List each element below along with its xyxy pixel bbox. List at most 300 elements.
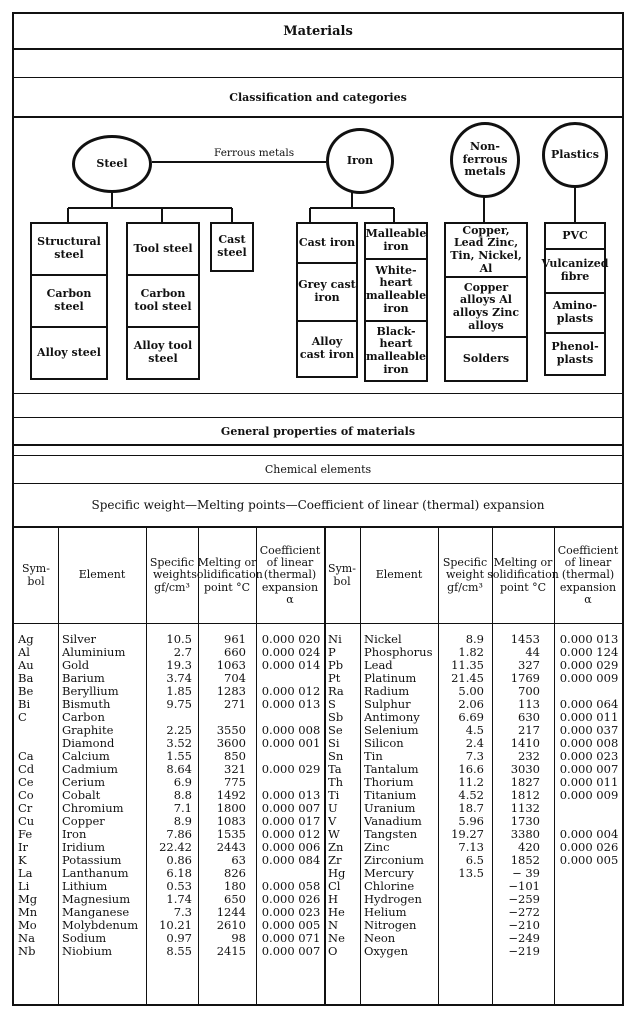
left-element-cell: Barium <box>62 672 105 685</box>
right-coefficient-cell: 0.000 008 <box>559 737 619 750</box>
left-melting-cell: 1283 <box>216 685 246 698</box>
nonferrous-circle: Non-ferrous metals <box>450 122 520 198</box>
right-coefficient-cell <box>556 802 622 815</box>
nonferrous-alloys: Copper alloys Al alloys Zinc alloys <box>446 278 526 338</box>
right-melting-cell: 1410 <box>510 737 540 750</box>
left-symbol-cell: Na <box>18 932 35 945</box>
left-symbol-cell: Co <box>18 789 34 802</box>
carbon-steel: Carbon steel <box>32 276 106 328</box>
right-coefficient-cell <box>556 932 622 945</box>
left-coefficient-cell: 0.000 084 <box>261 854 321 867</box>
left-weight-cell: 1.55 <box>166 750 192 763</box>
right-melting-cell: 1730 <box>510 815 540 828</box>
right-element-cell: Uranium <box>364 802 416 815</box>
left-weight-cell: 3.74 <box>166 672 192 685</box>
left-symbol-cell: La <box>18 867 33 880</box>
chemical-elements-title: Chemical elements <box>14 456 622 484</box>
pvc: PVC <box>546 224 604 250</box>
header-symbol: Sym-bol <box>22 562 50 588</box>
left-weight-cell: 0.86 <box>166 854 192 867</box>
phenolplasts: Phenol-plasts <box>551 340 599 366</box>
left-melting-cell: 2443 <box>216 841 246 854</box>
left-weight-cell: 22.42 <box>159 841 192 854</box>
right-element-cell: Radium <box>364 685 410 698</box>
left-melting-cell <box>200 711 246 724</box>
page-title: Materials <box>14 14 622 50</box>
materials-page <box>12 12 624 1006</box>
left-melting-cell: 1083 <box>216 815 246 828</box>
ferrous-metals-label: Ferrous metals <box>214 147 295 159</box>
right-weight-cell: 4.5 <box>465 724 484 737</box>
elements-table <box>14 528 622 1004</box>
left-melting-cell: 704 <box>224 672 246 685</box>
left-weight-cell: 8.9 <box>173 815 192 828</box>
left-coefficient-cell: 0.000 007 <box>261 802 321 815</box>
right-symbol-cell: Pb <box>328 659 344 672</box>
right-melting-cell: −101 <box>508 880 540 893</box>
left-weight-cell: 8.55 <box>166 945 192 958</box>
right-weight-cell: 4.52 <box>458 789 484 802</box>
left-element-cell: Graphite <box>62 724 114 737</box>
left-symbol-cell: Mg <box>18 893 38 906</box>
general-properties-title: General properties of materials <box>14 418 622 446</box>
header-element: Element <box>78 568 126 582</box>
right-weight-cell <box>440 945 484 958</box>
right-symbol-cell: P <box>328 646 336 659</box>
left-symbol-cell: Mn <box>18 906 38 919</box>
left-symbol-cell: Cd <box>18 763 35 776</box>
right-weight-cell <box>440 893 484 906</box>
right-coefficient-cell: 0.000 004 <box>559 828 619 841</box>
nonferrous-group <box>444 222 528 382</box>
left-symbol-cell: Au <box>18 659 34 672</box>
steel-group-structural <box>30 222 108 380</box>
right-symbol-cell: H <box>328 893 339 906</box>
right-coefficient-cell <box>556 893 622 906</box>
left-coefficient-cell: 0.000 013 <box>261 698 321 711</box>
left-coefficient-cell <box>258 867 324 880</box>
header-rule <box>14 623 622 624</box>
left-weight-cell: 6.9 <box>173 776 192 789</box>
left-element-cell: Silver <box>62 633 97 646</box>
right-symbol-cell: Sb <box>328 711 344 724</box>
left-symbol-cell: Ca <box>18 750 34 763</box>
right-melting-cell: −259 <box>508 893 540 906</box>
right-weight-cell: 11.2 <box>458 776 484 789</box>
right-symbol-cell: W <box>328 828 340 841</box>
left-symbol-cell: Ce <box>18 776 34 789</box>
right-weight-cell: 13.5 <box>458 867 484 880</box>
left-symbol-cell <box>18 724 56 737</box>
left-coefficient-cell: 0.000 007 <box>261 945 321 958</box>
left-melting-cell: 650 <box>224 893 246 906</box>
left-symbol-cell: Bi <box>18 698 31 711</box>
header-coefficient: Coefficient of linear (thermal) expansion α <box>259 544 321 606</box>
right-symbol-cell: Th <box>328 776 344 789</box>
left-element-cell: Beryllium <box>62 685 119 698</box>
left-melting-cell: 2610 <box>216 919 246 932</box>
alloy-cast-iron: Alloy cast iron <box>299 335 355 361</box>
plastics-group <box>541 222 609 376</box>
right-element-cell: Phosphorus <box>364 646 433 659</box>
left-coefficient-cell: 0.000 017 <box>261 815 321 828</box>
right-element-cell: Mercury <box>364 867 414 880</box>
right-element-cell: Nitrogen <box>364 919 417 932</box>
right-symbol-cell: O <box>328 945 338 958</box>
left-melting-cell: 1063 <box>216 659 246 672</box>
white-heart-iron: White-heart malleable iron <box>366 260 426 322</box>
malleable-iron: Malleable iron <box>366 224 426 260</box>
right-element-cell: Tantalum <box>364 763 419 776</box>
right-weight-cell <box>440 919 484 932</box>
left-element-cell: Manganese <box>62 906 130 919</box>
left-symbol-cell: Ir <box>18 841 29 854</box>
right-coefficient-cell: 0.000 037 <box>559 724 619 737</box>
black-heart-iron: Black-heart malleable iron <box>365 324 427 376</box>
left-weight-cell: 3.52 <box>166 737 192 750</box>
left-weight-cell: 19.3 <box>166 659 192 672</box>
right-coefficient-cell: 0.000 029 <box>559 659 619 672</box>
right-symbol-cell: Pt <box>328 672 341 685</box>
right-element-cell: Zirconium <box>364 854 424 867</box>
right-element-cell: Thorium <box>364 776 414 789</box>
left-element-cell: Potassium <box>62 854 122 867</box>
structural-steel: Structural steel <box>32 224 106 276</box>
steel-group-cast <box>210 222 254 272</box>
header-weight: Specific weight gf/cm³ <box>442 556 488 594</box>
left-weights <box>148 633 192 958</box>
left-melting-cell: 775 <box>224 776 246 789</box>
left-melting-cell: 826 <box>224 867 246 880</box>
left-weight-cell: 1.85 <box>166 685 192 698</box>
alloy-tool-steel: Alloy tool steel <box>133 339 193 365</box>
right-coefficient-cell <box>556 685 622 698</box>
right-coefficient-cell <box>556 867 622 880</box>
left-coefficient-cell: 0.000 013 <box>261 789 321 802</box>
left-weight-cell: 7.86 <box>166 828 192 841</box>
left-melting-cell: 2415 <box>216 945 246 958</box>
right-element-cell: Nickel <box>364 633 402 646</box>
right-melting-cell: 3030 <box>510 763 540 776</box>
left-weight-cell: 2.7 <box>173 646 192 659</box>
right-element-cell: Tangsten <box>364 828 418 841</box>
right-symbol-cell: Hg <box>328 867 346 880</box>
left-melting-cell: 1492 <box>216 789 246 802</box>
right-coefficient-cell: 0.000 064 <box>559 698 619 711</box>
right-coefficient-cell <box>556 906 622 919</box>
right-symbol-cell: Ni <box>328 633 342 646</box>
left-element-cell: Gold <box>62 659 90 672</box>
right-melting-cell: 1827 <box>510 776 540 789</box>
left-melting-cell: 1535 <box>216 828 246 841</box>
right-coefficient-cell <box>556 815 622 828</box>
right-weight-cell <box>440 880 484 893</box>
right-coefficient-cell: 0.000 013 <box>559 633 619 646</box>
right-melting-cell: 3380 <box>510 828 540 841</box>
right-element-cell: Neon <box>364 932 396 945</box>
left-melting-cell: 850 <box>224 750 246 763</box>
left-element-cell: Lithium <box>62 880 108 893</box>
right-melting-cell: 113 <box>518 698 540 711</box>
left-melting-cell: 1800 <box>216 802 246 815</box>
right-weight-cell: 11.35 <box>451 659 484 672</box>
right-weight-cell: 5.96 <box>458 815 484 828</box>
left-element-cell: Aluminium <box>62 646 126 659</box>
right-melting-cell: 1812 <box>510 789 540 802</box>
left-elements <box>62 633 146 958</box>
header-melting: Melting or solidification point °C <box>487 556 559 594</box>
left-coefficient-cell: 0.000 058 <box>261 880 321 893</box>
left-symbol-cell: Cu <box>18 815 35 828</box>
right-symbol-cell: Si <box>328 737 340 750</box>
right-element-cell: Vanadium <box>364 815 422 828</box>
iron-circle: Iron <box>326 128 394 194</box>
left-symbol-cell: C <box>18 711 27 724</box>
spacer-band <box>14 50 622 78</box>
right-melting-cell: −249 <box>508 932 540 945</box>
left-symbol-cell: Ag <box>18 633 34 646</box>
right-coefficient-cell: 0.000 023 <box>559 750 619 763</box>
left-coefficient-cell: 0.000 012 <box>261 685 321 698</box>
right-element-cell: Titanium <box>364 789 417 802</box>
right-symbol-cell: S <box>328 698 336 711</box>
right-melting-cell: 1453 <box>510 633 540 646</box>
right-melting-cell: 1132 <box>510 802 540 815</box>
right-weight-cell <box>440 906 484 919</box>
right-symbol-cell: Sn <box>328 750 344 763</box>
header-coefficient: Coefficient of linear (thermal) expansion α <box>557 544 619 606</box>
header-symbol: Sym-bol <box>328 562 356 588</box>
right-symbol-cell: Ti <box>328 789 340 802</box>
right-melting-cell: 700 <box>518 685 540 698</box>
right-coefficient-cell <box>556 919 622 932</box>
right-weights <box>440 633 484 958</box>
left-element-cell: Diamond <box>62 737 115 750</box>
alloy-steel: Alloy steel <box>37 345 101 359</box>
left-symbol-cell: Cr <box>18 802 33 815</box>
right-symbol-cell: He <box>328 906 345 919</box>
right-coefficient-cell: 0.000 007 <box>559 763 619 776</box>
left-melting-cell: 1244 <box>216 906 246 919</box>
right-symbol-cell: Ra <box>328 685 344 698</box>
left-coefficient-cell <box>258 672 324 685</box>
left-element-cell: Carbon <box>62 711 105 724</box>
left-element-cell: Lanthanum <box>62 867 129 880</box>
left-symbol-cell: Be <box>18 685 34 698</box>
right-symbol-cell: Zn <box>328 841 344 854</box>
right-coefficient-cell: 0.000 124 <box>559 646 619 659</box>
left-element-cell: Molybdenum <box>62 919 139 932</box>
left-coefficient-cell: 0.000 026 <box>261 893 321 906</box>
right-melting-cell: 420 <box>518 841 540 854</box>
right-coefficient-cell <box>556 880 622 893</box>
left-weight-cell: 7.3 <box>173 906 192 919</box>
left-symbol-cell: K <box>18 854 27 867</box>
right-melting <box>494 633 540 958</box>
left-symbol-cell <box>18 737 56 750</box>
right-coefficient-cell: 0.000 009 <box>559 672 619 685</box>
left-melting-cell: 63 <box>231 854 246 867</box>
left-weight-cell: 2.25 <box>166 724 192 737</box>
right-symbol-cell: Ta <box>328 763 342 776</box>
plastics-circle: Plastics <box>542 122 608 188</box>
steel-circle: Steel <box>72 135 152 193</box>
left-coefficient-cell: 0.000 008 <box>261 724 321 737</box>
left-melting-cell: 3550 <box>216 724 246 737</box>
right-melting-cell: − 39 <box>512 867 540 880</box>
right-melting-cell: 44 <box>525 646 540 659</box>
right-weight-cell: 6.5 <box>465 854 484 867</box>
header-melting: Melting or solidification point °C <box>191 556 263 594</box>
right-elements <box>364 633 438 958</box>
left-weight-cell: 10.21 <box>159 919 192 932</box>
left-element-cell: Magnesium <box>62 893 131 906</box>
right-melting-cell: −219 <box>508 945 540 958</box>
left-melting-cell: 321 <box>224 763 246 776</box>
left-weight-cell: 9.75 <box>166 698 192 711</box>
right-melting-cell: 1769 <box>510 672 540 685</box>
left-symbol-cell: Fe <box>18 828 33 841</box>
right-coefficient-cell: 0.000 026 <box>559 841 619 854</box>
right-symbol-cell: Se <box>328 724 343 737</box>
cast-iron: Cast iron <box>298 224 356 264</box>
left-coefficient-cell: 0.000 001 <box>261 737 321 750</box>
left-element-cell: Cadmium <box>62 763 118 776</box>
left-melting-cell: 98 <box>231 932 246 945</box>
left-element-cell: Chromium <box>62 802 124 815</box>
right-melting-cell: 327 <box>518 659 540 672</box>
left-coefficients <box>258 633 324 958</box>
left-symbol-cell: Al <box>18 646 30 659</box>
left-weight-cell: 0.97 <box>166 932 192 945</box>
iron-group-cast <box>296 222 358 378</box>
left-coefficient-cell: 0.000 029 <box>261 763 321 776</box>
left-melting <box>200 633 246 958</box>
left-element-cell: Calcium <box>62 750 110 763</box>
right-weight-cell: 2.4 <box>465 737 484 750</box>
left-weight-cell: 10.5 <box>166 633 192 646</box>
right-element-cell: Selenium <box>364 724 419 737</box>
right-weight-cell: 19.27 <box>451 828 484 841</box>
right-element-cell: Tin <box>364 750 383 763</box>
left-melting-cell: 271 <box>224 698 246 711</box>
left-weight-cell: 8.64 <box>166 763 192 776</box>
left-symbols <box>18 633 56 958</box>
steel-group-tool <box>126 222 200 380</box>
left-weight-cell: 1.74 <box>166 893 192 906</box>
left-element-cell: Bismuth <box>62 698 111 711</box>
left-coefficient-cell: 0.000 071 <box>261 932 321 945</box>
left-coefficient-cell: 0.000 020 <box>261 633 321 646</box>
base-nonferrous-metals: Copper, Lead Zinc, Tin, Nickel, Al <box>446 224 526 278</box>
left-symbol-cell: Nb <box>18 945 36 958</box>
right-coefficient-cell: 0.000 009 <box>559 789 619 802</box>
right-melting-cell: 217 <box>518 724 540 737</box>
right-coefficient-cell <box>556 945 622 958</box>
right-element-cell: Oxygen <box>364 945 408 958</box>
right-weight-cell: 21.45 <box>451 672 484 685</box>
left-symbol-cell: Ba <box>18 672 34 685</box>
left-weight-cell: 6.18 <box>166 867 192 880</box>
right-symbol-cell: U <box>328 802 338 815</box>
right-element-cell: Antimony <box>364 711 420 724</box>
left-element-cell: Sodium <box>62 932 107 945</box>
right-element-cell: Hydrogen <box>364 893 422 906</box>
left-element-cell: Iridium <box>62 841 106 854</box>
spacer-band <box>14 394 622 418</box>
right-melting-cell: 232 <box>518 750 540 763</box>
right-weight-cell: 16.6 <box>458 763 484 776</box>
right-element-cell: Helium <box>364 906 407 919</box>
right-weight-cell: 18.7 <box>458 802 484 815</box>
right-symbol-cell: N <box>328 919 339 932</box>
right-coefficient-cell: 0.000 005 <box>559 854 619 867</box>
left-element-cell: Cerium <box>62 776 106 789</box>
right-element-cell: Zinc <box>364 841 390 854</box>
cast-steel: Cast steel <box>217 233 247 259</box>
left-coefficient-cell: 0.000 006 <box>261 841 321 854</box>
right-element-cell: Chlorine <box>364 880 415 893</box>
classification-diagram <box>14 118 622 394</box>
left-element-cell: Cobalt <box>62 789 101 802</box>
aminoplasts: Amino-plasts <box>546 294 604 334</box>
right-weight-cell: 8.9 <box>465 633 484 646</box>
right-weight-cell: 5.00 <box>458 685 484 698</box>
header-weight: Specific weight gf/cm³ <box>149 556 195 594</box>
left-melting-cell: 180 <box>224 880 246 893</box>
iron-group-malleable <box>364 222 428 382</box>
left-melting-cell: 961 <box>224 633 246 646</box>
right-weight-cell: 1.82 <box>458 646 484 659</box>
solders: Solders <box>462 351 510 365</box>
right-element-cell: Sulphur <box>364 698 411 711</box>
right-weight-cell: 7.13 <box>458 841 484 854</box>
right-melting-cell: 630 <box>518 711 540 724</box>
left-weight-cell: 8.8 <box>173 789 192 802</box>
left-element-cell: Niobium <box>62 945 113 958</box>
left-weight-cell: 0.53 <box>166 880 192 893</box>
left-coefficient-cell <box>258 776 324 789</box>
left-symbol-cell: Li <box>18 880 30 893</box>
left-element-cell: Iron <box>62 828 87 841</box>
right-weight-cell <box>440 932 484 945</box>
properties-subtitle: Specific weight—Melting points—Coefficient of linear (thermal) expansion <box>14 484 622 528</box>
carbon-tool-steel: Carbon tool steel <box>128 276 198 328</box>
right-weight-cell: 7.3 <box>465 750 484 763</box>
right-coefficient-cell: 0.000 011 <box>559 711 619 724</box>
left-coefficient-cell: 0.000 024 <box>261 646 321 659</box>
right-symbol-cell: Cl <box>328 880 341 893</box>
left-coefficient-cell <box>258 750 324 763</box>
right-symbol-cell: Ne <box>328 932 345 945</box>
header-element: Element <box>375 568 423 582</box>
right-melting-cell: 1852 <box>510 854 540 867</box>
right-weight-cell: 2.06 <box>458 698 484 711</box>
left-symbol-cell: Mo <box>18 919 37 932</box>
left-coefficient-cell: 0.000 014 <box>261 659 321 672</box>
spacer-band <box>14 446 622 456</box>
right-melting-cell: −272 <box>508 906 540 919</box>
left-coefficient-cell: 0.000 012 <box>261 828 321 841</box>
right-weight-cell: 6.69 <box>458 711 484 724</box>
right-symbol-cell: V <box>328 815 337 828</box>
left-coefficient-cell: 0.000 005 <box>261 919 321 932</box>
left-coefficient-cell <box>258 711 324 724</box>
right-symbol-cell: Zr <box>328 854 342 867</box>
right-melting-cell: −210 <box>508 919 540 932</box>
right-symbols <box>328 633 360 958</box>
right-element-cell: Platinum <box>364 672 417 685</box>
